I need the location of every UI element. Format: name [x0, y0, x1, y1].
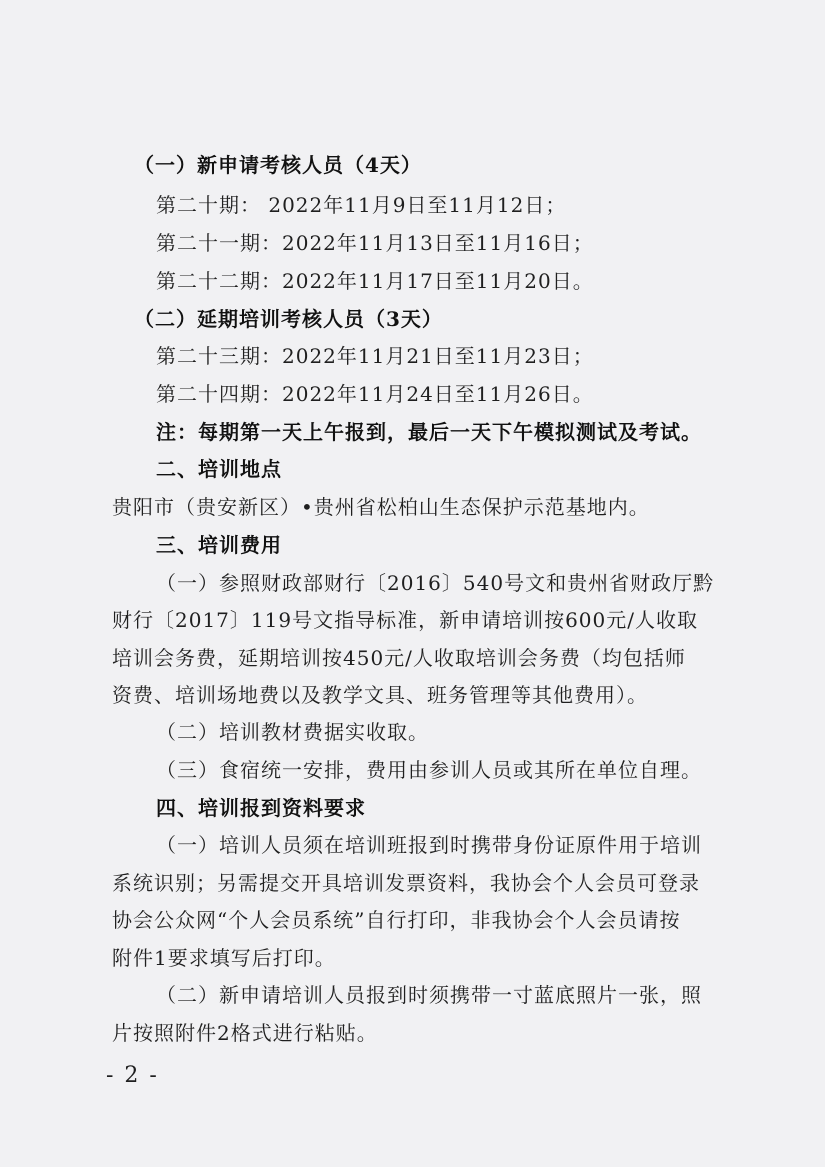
fees-paragraph-line: 培训会务费，延期培训按450元/人收取培训会务费（均包括师	[112, 646, 686, 670]
registration-paragraph-line: 协会公众网“个人会员系统”自行打印，非我协会个人会员请按	[112, 908, 681, 932]
fees-paragraph-line: （一）参照财政部财行〔2016〕540号文和贵州省财政厅黔	[156, 571, 715, 595]
registration-heading: 四、培训报到资料要求	[156, 796, 366, 820]
registration-paragraph-line: 系统识别；另需提交开具培训发票资料，我协会个人会员可登录	[112, 871, 700, 895]
fees-heading: 三、培训费用	[156, 533, 282, 557]
photo-paragraph-line: （二）新申请培训人员报到时须携带一寸蓝底照片一张，照	[156, 983, 702, 1007]
section2-heading: （二）延期培训考核人员（3天）	[134, 307, 443, 331]
fees-paragraph-line: 财行〔2017〕119号文指导标准，新申请培训按600元/人收取	[112, 608, 698, 632]
registration-paragraph-line: 附件1要求填写后打印。	[112, 946, 336, 970]
page-number: - 2 -	[106, 1063, 159, 1088]
registration-paragraph-line: （一）培训人员须在培训班报到时携带身份证原件用于培训	[156, 833, 702, 857]
fees-lodging: （三）食宿统一安排，费用由参训人员或其所在单位自理。	[156, 758, 702, 782]
period-20: 第二十期： 2022年11月9日至11月12日；	[156, 193, 567, 217]
period-22: 第二十二期：2022年11月17日至11月20日。	[156, 269, 594, 293]
fees-paragraph-line: 资费、培训场地费以及教学文具、班务管理等其他费用）。	[112, 683, 648, 707]
location-text: 贵阳市（贵安新区）•贵州省松柏山生态保护示范基地内。	[112, 495, 650, 519]
section1-heading: （一）新申请考核人员（4天）	[134, 153, 422, 177]
location-heading: 二、培训地点	[156, 457, 282, 481]
period-21: 第二十一期：2022年11月13日至11月16日；	[156, 231, 594, 255]
schedule-note: 注：每期第一天上午报到，最后一天下午模拟测试及考试。	[156, 420, 702, 444]
photo-paragraph-line: 片按照附件2格式进行粘贴。	[112, 1021, 378, 1045]
period-24: 第二十四期：2022年11月24日至11月26日。	[156, 382, 594, 406]
period-23: 第二十三期：2022年11月21日至11月23日；	[156, 344, 594, 368]
fees-materials: （二）培训教材费据实收取。	[156, 720, 429, 744]
